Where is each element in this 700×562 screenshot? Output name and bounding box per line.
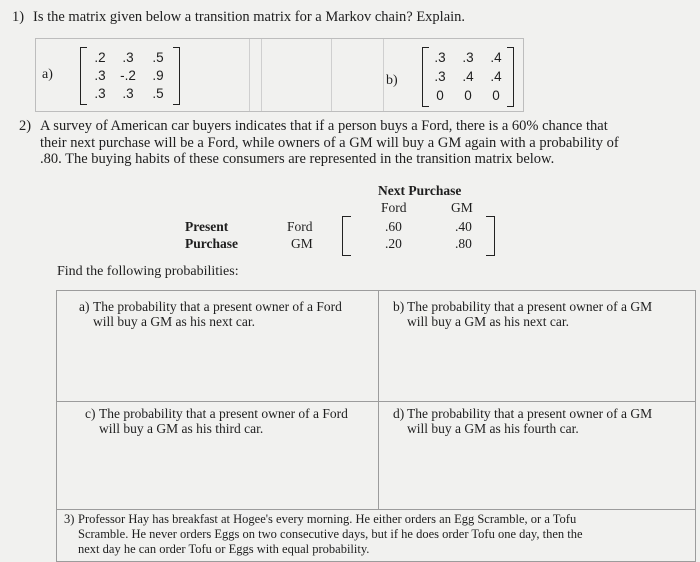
part-c (85, 406, 374, 436)
matrix-b-label: b) (386, 73, 398, 88)
matrix-cell: .4 (490, 69, 502, 84)
row-title-present: Present (185, 219, 229, 234)
part-a-line: The probability that a present owner of a Ford (93, 299, 342, 314)
matrix-cell: .40 (455, 219, 472, 234)
col-label-gm: GM (451, 200, 473, 215)
find-probabilities-label: Find the following probabilities: (57, 264, 239, 279)
part-b-tag: b) (393, 299, 405, 314)
question-1-number: 1) (12, 9, 25, 25)
part-b-line: will buy a GM as his next car. (407, 314, 569, 329)
left-bracket (342, 216, 351, 256)
question-3 (64, 512, 696, 557)
matrix-cell: .80 (455, 236, 472, 251)
matrix-cell: .4 (490, 50, 502, 65)
matrix-cell: .4 (462, 69, 474, 84)
question-1 (12, 9, 466, 26)
matrix-cell: 0 (492, 88, 500, 103)
matrix-a (80, 47, 180, 105)
table-divider (249, 39, 250, 111)
question-3-line: next day he can order Tofu or Eggs with equal probability. (78, 542, 370, 556)
question-2-line: .80. The buying habits of these consumers are represented in the transition matrix below. (40, 151, 555, 167)
matrix-cell: .3 (462, 50, 474, 65)
matrix-b (422, 47, 514, 107)
matrix-cell: .3 (434, 69, 446, 84)
grid-divider (378, 291, 379, 509)
part-a-line: will buy a GM as his next car. (93, 314, 255, 329)
matrix-cell: .2 (94, 50, 106, 65)
col-label-ford: Ford (381, 200, 407, 215)
part-d (393, 406, 692, 436)
matrix-cell: .3 (122, 86, 134, 101)
part-a-tag: a) (79, 299, 90, 314)
part-c-tag: c) (85, 406, 96, 421)
part-d-tag: d) (393, 406, 405, 421)
table-divider (261, 39, 262, 111)
matrix-cell: .9 (152, 68, 164, 83)
question-1-text: Is the matrix given below a transition matrix for a Markov chain? Explain. (33, 9, 466, 25)
row-label-gm: GM (291, 236, 313, 251)
next-purchase-header: Next Purchase (378, 183, 462, 198)
matrix-cell: .3 (94, 86, 106, 101)
matrix-cell: .5 (152, 50, 164, 65)
part-b (393, 299, 692, 329)
matrix-a-label: a) (42, 67, 53, 82)
matrix-row (422, 88, 514, 104)
question-2-line: A survey of American car buyers indicates that if a person buys a Ford, there is a 60% chance that (40, 118, 608, 134)
right-bracket (486, 216, 495, 256)
question-1-matrix-table (35, 38, 524, 112)
question-2-line: their next purchase will be a Ford, while owners of a GM will buy a GM again with a probability of (40, 134, 619, 151)
matrix-cell: .5 (152, 86, 164, 101)
grid-divider (57, 509, 695, 510)
matrix-row (422, 69, 514, 85)
matrix-cell: .20 (385, 236, 402, 251)
matrix-cell: .3 (434, 50, 446, 65)
matrix-cell: .3 (122, 50, 134, 65)
question-2-number: 2) (19, 118, 32, 134)
question-3-line: Professor Hay has breakfast at Hogee's every morning. He either orders an Egg Scramble, or a Tofu (78, 512, 577, 526)
matrix-row (80, 50, 180, 66)
question-2 (19, 118, 700, 168)
part-d-line: will buy a GM as his fourth car. (407, 421, 579, 436)
table-divider (383, 39, 384, 111)
matrix-row (80, 86, 180, 102)
question-3-number: 3) (64, 512, 75, 526)
matrix-row (422, 50, 514, 66)
part-a (79, 299, 373, 329)
matrix-row (80, 68, 180, 84)
table-divider (331, 39, 332, 111)
row-label-ford: Ford (287, 219, 313, 234)
matrix-cell: -.2 (120, 68, 136, 83)
matrix-cell: 0 (464, 88, 472, 103)
matrix-cell: .3 (94, 68, 106, 83)
part-d-line: The probability that a present owner of a GM (407, 406, 653, 421)
matrix-cell: .60 (385, 219, 402, 234)
matrix-cell: 0 (436, 88, 444, 103)
grid-divider (57, 401, 695, 402)
part-c-line: The probability that a present owner of a Ford (99, 406, 348, 421)
part-c-line: will buy a GM as his third car. (99, 421, 264, 436)
question-3-line: Scramble. He never orders Eggs on two consecutive days, but if he does order Tofu one day, then the (78, 527, 583, 541)
part-b-line: The probability that a present owner of a GM (407, 299, 653, 314)
row-title-purchase: Purchase (185, 236, 238, 251)
